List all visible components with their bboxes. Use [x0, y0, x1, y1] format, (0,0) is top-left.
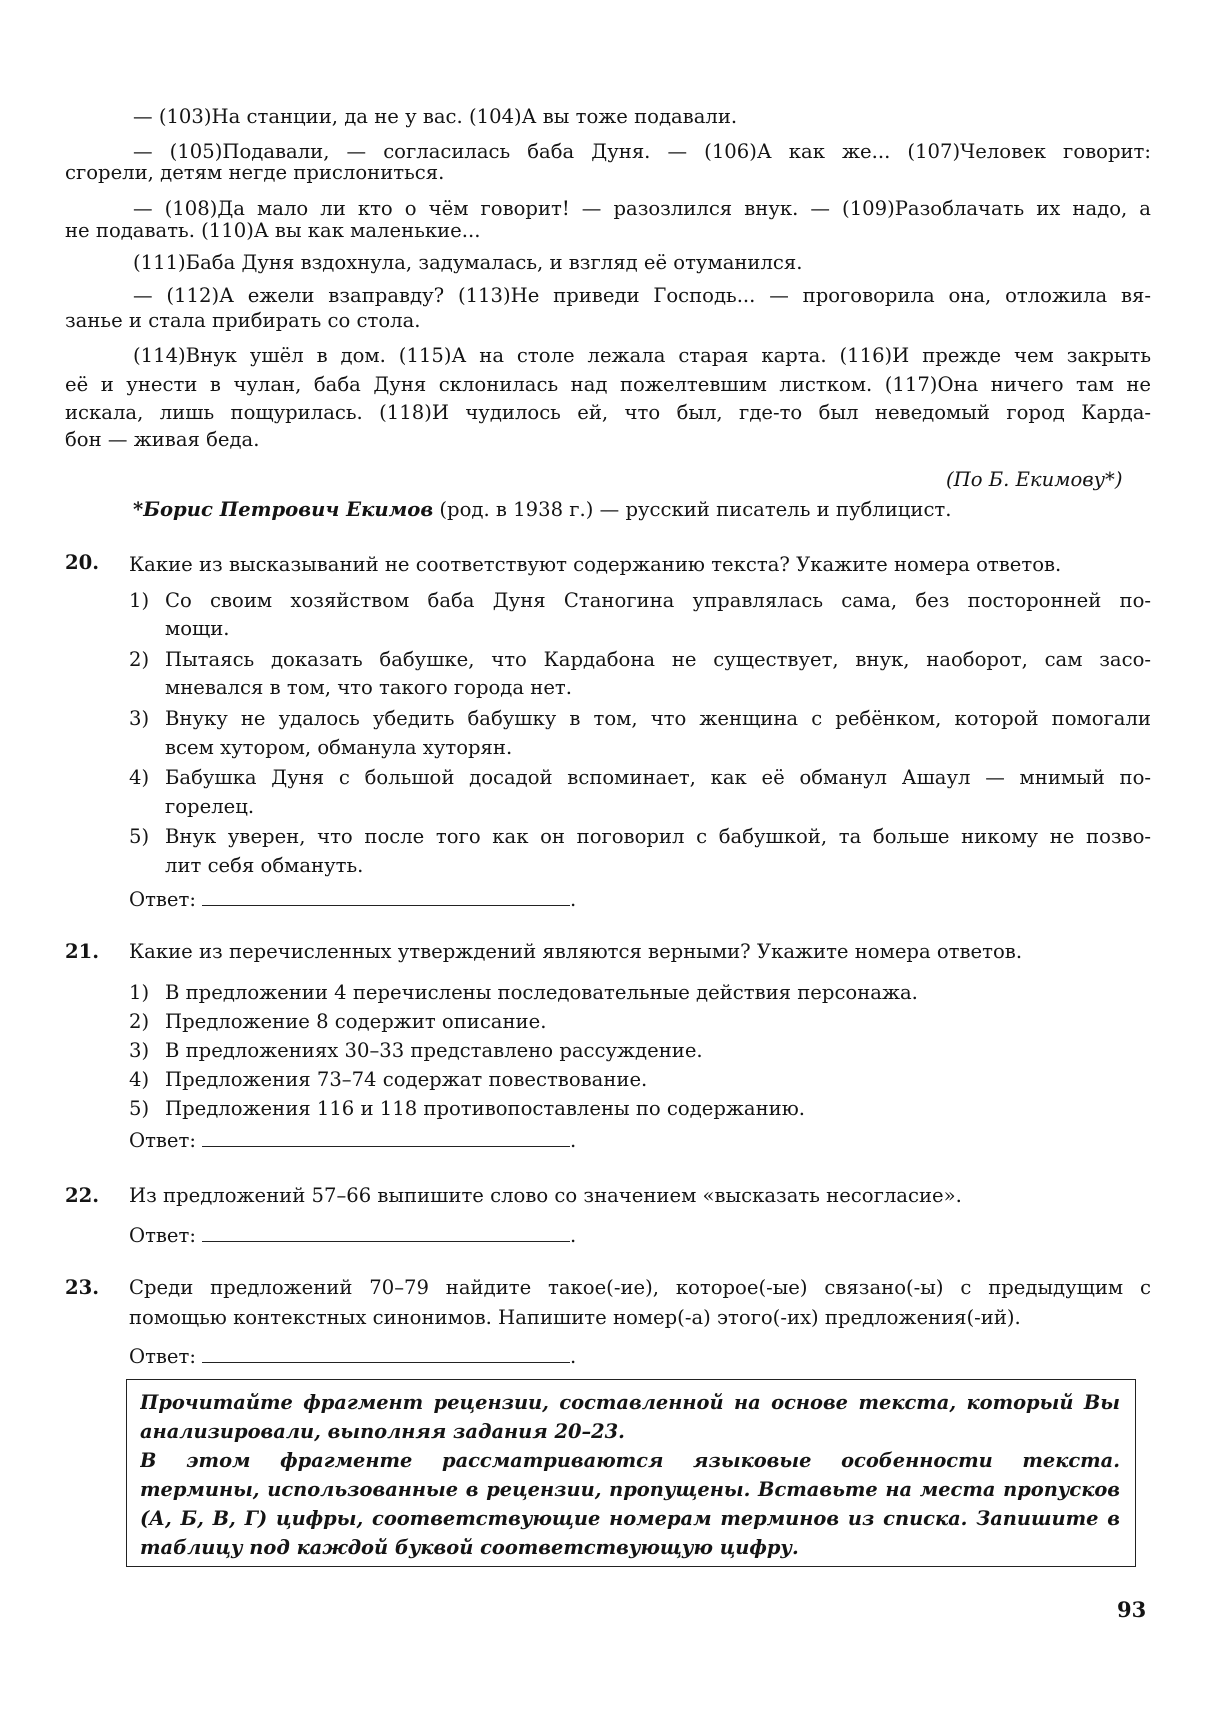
text-line: занье и стала прибирать со стола.	[65, 309, 421, 332]
option-text: Предложения 73–74 содержат повествование.	[165, 1068, 648, 1091]
answer-line: Ответ: .	[129, 1129, 577, 1152]
option-number: 2)	[129, 1010, 150, 1033]
author-name: *Борис Петрович Екимов	[133, 498, 434, 521]
option-number: 2)	[129, 648, 150, 671]
answer-field-21[interactable]	[202, 1128, 570, 1147]
question-prompt: помощью контекстных синонимов. Напишите номер(-а) этого(-их) предложения(-ий).	[129, 1306, 1021, 1329]
instruction-line: Прочитайте фрагмент рецензии, составленной на основе текста, который Вы	[140, 1391, 1120, 1414]
answer-label: Ответ:	[129, 1345, 196, 1368]
option-text: Предложения 116 и 118 противопоставлены по содержанию.	[165, 1097, 806, 1120]
text-line: искала, лишь пощурилась. (118)И чудилось ей, что был, где-то был неведомый город Карда-	[65, 401, 1151, 424]
text-line: бон — живая беда.	[65, 428, 260, 451]
answer-label: Ответ:	[129, 1129, 196, 1152]
text-line: её и унести в чулан, баба Дуня склонилась над пожелтевшим листком. (117)Она ничего там не	[65, 373, 1151, 396]
option-text: В предложениях 30–33 представлено рассуждение.	[165, 1039, 703, 1062]
option-text: Внук уверен, что после того как он поговорил с бабушкой, та больше никому не позво-	[165, 825, 1151, 848]
text-line: сгорели, детям негде прислониться.	[65, 161, 445, 184]
option-text: всем хутором, обманула хуторян.	[165, 736, 513, 759]
text-line: — (103)На станции, да не у вас. (104)А вы тоже подавали.	[133, 105, 738, 128]
answer-label: Ответ:	[129, 1224, 196, 1247]
instruction-line: В этом фрагменте рассматриваются языковые особенности текста.	[140, 1449, 1120, 1472]
instruction-box	[126, 1379, 1136, 1567]
question-number-22: 22.	[65, 1184, 100, 1207]
question-prompt: Из предложений 57–66 выпишите слово со значением «высказать несогласие».	[129, 1184, 962, 1207]
text-line: — (112)А ежели взаправду? (113)Не приведи Господь... — проговорила она, отложила вя-	[133, 284, 1151, 307]
option-number: 5)	[129, 825, 150, 848]
question-prompt: Какие из перечисленных утверждений являются верными? Укажите номера ответов.	[129, 940, 1023, 963]
answer-field-23[interactable]	[202, 1344, 570, 1363]
option-number: 5)	[129, 1097, 150, 1120]
instruction-line: анализировали, выполняя задания 20–23.	[140, 1420, 625, 1443]
option-number: 4)	[129, 1068, 150, 1091]
option-text: лит себя обмануть.	[165, 854, 364, 877]
source-attribution: (По Б. Екимову*)	[946, 468, 1123, 491]
option-text: мощи.	[165, 617, 230, 640]
option-text: Внуку не удалось убедить бабушку в том, что женщина с ребёнком, которой помогали	[165, 707, 1151, 730]
instruction-line: (А, Б, В, Г) цифры, соответствующие номерам терминов из списка. Запишите в	[140, 1507, 1120, 1530]
option-text: Со своим хозяйством баба Дуня Станогина управлялась сама, без посторонней по-	[165, 589, 1151, 612]
answer-label: Ответ:	[129, 888, 196, 911]
footnote	[133, 495, 952, 524]
text-line: — (105)Подавали, — согласилась баба Дуня. — (106)А как же... (107)Человек говорит:	[133, 140, 1151, 163]
question-prompt: Какие из высказываний не соответствуют содержанию текста? Укажите номера ответов.	[129, 553, 1062, 576]
option-number: 1)	[129, 981, 150, 1004]
question-number-21: 21.	[65, 940, 100, 963]
text-line: не подавать. (110)А вы как маленькие...	[65, 219, 481, 242]
question-number-20: 20.	[65, 551, 100, 574]
answer-line: Ответ: .	[129, 1345, 577, 1368]
answer-line: Ответ: .	[129, 1224, 577, 1247]
question-number-23: 23.	[65, 1276, 100, 1299]
option-number: 1)	[129, 589, 150, 612]
option-text: Бабушка Дуня с большой досадой вспоминает, как её обманул Ашаул — мнимый по-	[165, 766, 1151, 789]
option-number: 3)	[129, 707, 150, 730]
page-number: 93	[1117, 1597, 1147, 1622]
answer-field-20[interactable]	[202, 887, 570, 906]
option-number: 4)	[129, 766, 150, 789]
footnote-text: (род. в 1938 г.) — русский писатель и публицист.	[433, 498, 952, 521]
option-text: В предложении 4 перечислены последовательные действия персонажа.	[165, 981, 918, 1004]
option-text: Пытаясь доказать бабушке, что Кардабона не существует, внук, наоборот, сам засо-	[165, 648, 1151, 671]
instruction-line: термины, использованные в рецензии, пропущены. Вставьте на места пропусков	[140, 1478, 1120, 1501]
question-prompt: Среди предложений 70–79 найдите такое(-ие), которое(-ые) связано(-ы) с предыдущим с	[129, 1276, 1151, 1299]
option-text: горелец.	[165, 795, 255, 818]
answer-line: Ответ: .	[129, 888, 577, 911]
text-line: (111)Баба Дуня вздохнула, задумалась, и взгляд её отуманился.	[133, 251, 803, 274]
text-line: (114)Внук ушёл в дом. (115)А на столе лежала старая карта. (116)И прежде чем закрыть	[133, 344, 1151, 367]
instruction-line: таблицу под каждой буквой соответствующую цифру.	[140, 1536, 799, 1559]
option-text: мневался в том, что такого города нет.	[165, 676, 572, 699]
answer-field-22[interactable]	[202, 1223, 570, 1242]
option-number: 3)	[129, 1039, 150, 1062]
option-text: Предложение 8 содержит описание.	[165, 1010, 547, 1033]
text-line: — (108)Да мало ли кто о чём говорит! — разозлился внук. — (109)Разоблачать их надо, а	[133, 197, 1151, 220]
